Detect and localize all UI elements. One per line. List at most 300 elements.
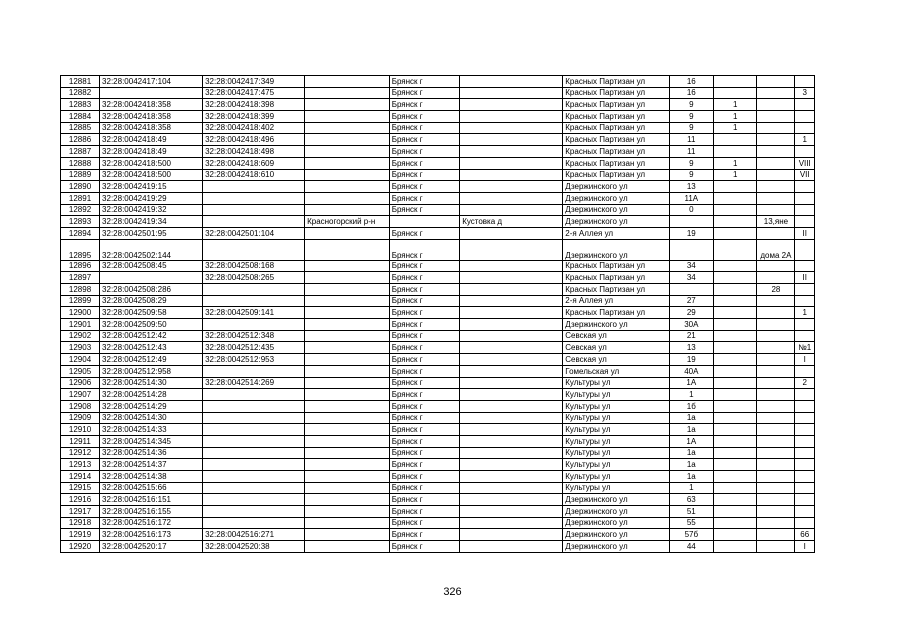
row-number-cell: 12886 — [61, 134, 100, 146]
locality-cell — [460, 377, 563, 389]
city-cell: Брянск г — [389, 227, 460, 239]
extra-cell — [757, 146, 795, 158]
street-cell: Красных Партизан ул — [563, 260, 669, 272]
row-number-cell: 12885 — [61, 122, 100, 134]
house-cell: 9 — [669, 99, 713, 111]
cadastral-number-cell: 32:28:0042418:49 — [100, 134, 203, 146]
street-cell: Севская ул — [563, 330, 669, 342]
related-cadastral-cell — [203, 435, 305, 447]
table-row — [61, 365, 815, 377]
locality-cell — [460, 342, 563, 354]
table-row — [61, 111, 815, 123]
cadastral-number-cell: 32:28:0042508:286 — [100, 284, 203, 296]
district-cell — [305, 365, 390, 377]
related-cadastral-cell: 32:28:0042418:498 — [203, 146, 305, 158]
extra-cell — [757, 99, 795, 111]
cadastral-number-cell: 32:28:0042418:358 — [100, 99, 203, 111]
city-cell: Брянск г — [389, 541, 460, 553]
table-row — [61, 87, 815, 99]
city-cell: Брянск г — [389, 295, 460, 307]
district-cell — [305, 227, 390, 239]
table-row — [61, 216, 815, 228]
page-number: 326 — [443, 586, 462, 598]
street-cell: Севская ул — [563, 342, 669, 354]
apartment-cell — [795, 506, 815, 518]
house-cell: 13 — [669, 181, 713, 193]
street-cell: Культуры ул — [563, 482, 669, 494]
city-cell: Брянск г — [389, 122, 460, 134]
apartment-cell — [795, 146, 815, 158]
extra-cell — [757, 435, 795, 447]
building-cell: 1 — [714, 122, 757, 134]
street-cell: Культуры ул — [563, 424, 669, 436]
table-row — [61, 122, 815, 134]
district-cell — [305, 204, 390, 216]
city-cell: Брянск г — [389, 342, 460, 354]
street-cell: Севская ул — [563, 354, 669, 366]
cadastral-number-cell: 32:28:0042512:42 — [100, 330, 203, 342]
city-cell: Брянск г — [389, 412, 460, 424]
table-row — [61, 134, 815, 146]
building-cell — [714, 459, 757, 471]
cadastral-number-cell: 32:28:0042419:34 — [100, 216, 203, 228]
building-cell — [714, 134, 757, 146]
building-cell — [714, 295, 757, 307]
locality-cell — [460, 181, 563, 193]
row-number-cell: 12893 — [61, 216, 100, 228]
street-cell: Дзержинского ул — [563, 541, 669, 553]
row-number-cell: 12900 — [61, 307, 100, 319]
extra-cell — [757, 181, 795, 193]
house-cell: 0 — [669, 204, 713, 216]
row-number-cell: 12891 — [61, 192, 100, 204]
extra-cell — [757, 459, 795, 471]
building-cell — [714, 330, 757, 342]
related-cadastral-cell: 32:28:0042514:269 — [203, 377, 305, 389]
district-cell — [305, 111, 390, 123]
related-cadastral-cell — [203, 365, 305, 377]
locality-cell — [460, 424, 563, 436]
building-cell — [714, 284, 757, 296]
cadastral-number-cell: 32:28:0042509:58 — [100, 307, 203, 319]
house-cell: 57б — [669, 529, 713, 541]
apartment-cell — [795, 122, 815, 134]
row-number-cell: 12888 — [61, 157, 100, 169]
city-cell: Брянск г — [389, 260, 460, 272]
city-cell: Брянск г — [389, 424, 460, 436]
related-cadastral-cell: 32:28:0042418:402 — [203, 122, 305, 134]
row-number-cell: 12896 — [61, 260, 100, 272]
related-cadastral-cell: 32:28:0042509:141 — [203, 307, 305, 319]
building-cell — [714, 227, 757, 239]
apartment-cell: 3 — [795, 87, 815, 99]
related-cadastral-cell — [203, 471, 305, 483]
cadastral-number-cell: 32:28:0042515:66 — [100, 482, 203, 494]
street-cell: Красных Партизан ул — [563, 76, 669, 88]
table-row — [61, 389, 815, 401]
extra-cell — [757, 169, 795, 181]
cadastral-number-cell: 32:28:0042514:30 — [100, 412, 203, 424]
table-row — [61, 529, 815, 541]
house-cell: 11 — [669, 134, 713, 146]
row-number-cell: 12904 — [61, 354, 100, 366]
street-cell: Дзержинского ул — [563, 506, 669, 518]
cadastral-number-cell: 32:28:0042514:36 — [100, 447, 203, 459]
extra-cell — [757, 482, 795, 494]
apartment-cell — [795, 400, 815, 412]
row-number-cell: 12906 — [61, 377, 100, 389]
extra-cell — [757, 400, 795, 412]
building-cell — [714, 424, 757, 436]
related-cadastral-cell: 32:28:0042516:271 — [203, 529, 305, 541]
table-row — [61, 471, 815, 483]
street-cell: Культуры ул — [563, 412, 669, 424]
locality-cell — [460, 459, 563, 471]
district-cell — [305, 435, 390, 447]
house-cell: 1а — [669, 412, 713, 424]
street-cell: Дзержинского ул — [563, 181, 669, 193]
house-cell: 9 — [669, 157, 713, 169]
related-cadastral-cell — [203, 400, 305, 412]
district-cell — [305, 122, 390, 134]
apartment-cell: 1 — [795, 134, 815, 146]
extra-cell — [757, 122, 795, 134]
cadastral-number-cell: 32:28:0042516:151 — [100, 494, 203, 506]
building-cell — [714, 529, 757, 541]
building-cell — [714, 260, 757, 272]
locality-cell: Кустовка д — [460, 216, 563, 228]
extra-cell: дома 2А — [757, 239, 795, 260]
district-cell — [305, 76, 390, 88]
table-row — [61, 227, 815, 239]
row-number-cell: 12902 — [61, 330, 100, 342]
house-cell: 1б — [669, 400, 713, 412]
table-row — [61, 517, 815, 529]
cadastral-number-cell: 32:28:0042514:29 — [100, 400, 203, 412]
apartment-cell: VIII — [795, 157, 815, 169]
street-cell: Дзержинского ул — [563, 216, 669, 228]
apartment-cell — [795, 330, 815, 342]
locality-cell — [460, 435, 563, 447]
locality-cell — [460, 400, 563, 412]
city-cell: Брянск г — [389, 319, 460, 331]
table-row — [61, 99, 815, 111]
apartment-cell — [795, 447, 815, 459]
locality-cell — [460, 260, 563, 272]
building-cell — [714, 319, 757, 331]
extra-cell — [757, 76, 795, 88]
district-cell — [305, 260, 390, 272]
apartment-cell: 66 — [795, 529, 815, 541]
row-number-cell: 12912 — [61, 447, 100, 459]
cadastral-number-cell: 32:28:0042516:172 — [100, 517, 203, 529]
building-cell — [714, 87, 757, 99]
district-cell — [305, 169, 390, 181]
building-cell — [714, 494, 757, 506]
apartment-cell: 1 — [795, 307, 815, 319]
city-cell: Брянск г — [389, 330, 460, 342]
city-cell: Брянск г — [389, 447, 460, 459]
building-cell — [714, 471, 757, 483]
extra-cell — [757, 87, 795, 99]
district-cell — [305, 389, 390, 401]
city-cell: Брянск г — [389, 400, 460, 412]
house-cell: 30А — [669, 319, 713, 331]
locality-cell — [460, 239, 563, 260]
cadastral-number-cell: 32:28:0042418:500 — [100, 157, 203, 169]
building-cell — [714, 517, 757, 529]
related-cadastral-cell — [203, 447, 305, 459]
city-cell: Брянск г — [389, 76, 460, 88]
house-cell: 51 — [669, 506, 713, 518]
table-row — [61, 412, 815, 424]
row-number-cell: 12890 — [61, 181, 100, 193]
street-cell: Культуры ул — [563, 377, 669, 389]
building-cell: 1 — [714, 157, 757, 169]
building-cell — [714, 146, 757, 158]
related-cadastral-cell: 32:28:0042418:399 — [203, 111, 305, 123]
district-cell — [305, 239, 390, 260]
row-number-cell: 12920 — [61, 541, 100, 553]
locality-cell — [460, 87, 563, 99]
city-cell: Брянск г — [389, 284, 460, 296]
apartment-cell — [795, 260, 815, 272]
house-cell: 9 — [669, 169, 713, 181]
building-cell — [714, 342, 757, 354]
district-cell — [305, 354, 390, 366]
cadastral-number-cell: 32:28:0042417:104 — [100, 76, 203, 88]
extra-cell — [757, 227, 795, 239]
table-row — [61, 447, 815, 459]
extra-cell — [757, 157, 795, 169]
cadastral-number-cell: 32:28:0042512:43 — [100, 342, 203, 354]
cadastral-number-cell: 32:28:0042514:33 — [100, 424, 203, 436]
street-cell: Культуры ул — [563, 459, 669, 471]
district-cell — [305, 494, 390, 506]
street-cell: Дзержинского ул — [563, 517, 669, 529]
district-cell — [305, 181, 390, 193]
house-cell: 1А — [669, 377, 713, 389]
extra-cell — [757, 447, 795, 459]
house-cell: 13 — [669, 342, 713, 354]
apartment-cell — [795, 365, 815, 377]
house-cell: 27 — [669, 295, 713, 307]
house-cell: 16 — [669, 76, 713, 88]
apartment-cell — [795, 216, 815, 228]
apartment-cell — [795, 494, 815, 506]
related-cadastral-cell — [203, 459, 305, 471]
house-cell: 1а — [669, 447, 713, 459]
house-cell: 34 — [669, 272, 713, 284]
extra-cell: 13,яне — [757, 216, 795, 228]
street-cell: Красных Партизан ул — [563, 272, 669, 284]
apartment-cell — [795, 517, 815, 529]
cadastral-number-cell — [100, 272, 203, 284]
cadastral-number-cell: 32:28:0042419:29 — [100, 192, 203, 204]
locality-cell — [460, 482, 563, 494]
city-cell: Брянск г — [389, 169, 460, 181]
related-cadastral-cell: 32:28:0042418:609 — [203, 157, 305, 169]
extra-cell — [757, 342, 795, 354]
cadastral-number-cell: 32:28:0042512:958 — [100, 365, 203, 377]
table-row — [61, 330, 815, 342]
city-cell: Брянск г — [389, 307, 460, 319]
building-cell — [714, 181, 757, 193]
row-number-cell: 12905 — [61, 365, 100, 377]
related-cadastral-cell — [203, 482, 305, 494]
locality-cell — [460, 157, 563, 169]
house-cell — [669, 216, 713, 228]
locality-cell — [460, 471, 563, 483]
table-row — [61, 319, 815, 331]
house-cell: 21 — [669, 330, 713, 342]
locality-cell — [460, 192, 563, 204]
extra-cell — [757, 377, 795, 389]
apartment-cell: №1 — [795, 342, 815, 354]
cadastral-number-cell: 32:28:0042514:28 — [100, 389, 203, 401]
locality-cell — [460, 494, 563, 506]
cadastral-number-cell: 32:28:0042418:358 — [100, 122, 203, 134]
street-cell: Красных Партизан ул — [563, 99, 669, 111]
apartment-cell — [795, 284, 815, 296]
related-cadastral-cell — [203, 216, 305, 228]
house-cell — [669, 239, 713, 260]
extra-cell — [757, 204, 795, 216]
row-number-cell: 12913 — [61, 459, 100, 471]
apartment-cell — [795, 412, 815, 424]
row-number-cell: 12909 — [61, 412, 100, 424]
building-cell — [714, 239, 757, 260]
district-cell — [305, 146, 390, 158]
street-cell: Культуры ул — [563, 389, 669, 401]
building-cell — [714, 482, 757, 494]
apartment-cell: 2 — [795, 377, 815, 389]
cadastral-number-cell: 32:28:0042514:345 — [100, 435, 203, 447]
locality-cell — [460, 529, 563, 541]
street-cell: Культуры ул — [563, 435, 669, 447]
street-cell: Красных Партизан ул — [563, 111, 669, 123]
table-row — [61, 157, 815, 169]
house-cell: 9 — [669, 111, 713, 123]
apartment-cell — [795, 239, 815, 260]
table-row — [61, 506, 815, 518]
apartment-cell — [795, 435, 815, 447]
cadastral-number-cell: 32:28:0042516:173 — [100, 529, 203, 541]
cadastral-number-cell: 32:28:0042514:30 — [100, 377, 203, 389]
building-cell: 1 — [714, 169, 757, 181]
street-cell: Дзержинского ул — [563, 529, 669, 541]
city-cell: Брянск г — [389, 435, 460, 447]
apartment-cell — [795, 99, 815, 111]
row-number-cell: 12892 — [61, 204, 100, 216]
city-cell: Брянск г — [389, 365, 460, 377]
extra-cell — [757, 192, 795, 204]
city-cell: Брянск г — [389, 482, 460, 494]
table-row — [61, 307, 815, 319]
locality-cell — [460, 284, 563, 296]
row-number-cell: 12882 — [61, 87, 100, 99]
street-cell: Дзержинского ул — [563, 204, 669, 216]
extra-cell — [757, 354, 795, 366]
extra-cell — [757, 412, 795, 424]
locality-cell — [460, 204, 563, 216]
locality-cell — [460, 111, 563, 123]
house-cell: 34 — [669, 260, 713, 272]
house-cell: 19 — [669, 354, 713, 366]
city-cell: Брянск г — [389, 506, 460, 518]
street-cell: 2-я Аллея ул — [563, 295, 669, 307]
district-cell — [305, 319, 390, 331]
related-cadastral-cell: 32:28:0042418:398 — [203, 99, 305, 111]
cadastral-number-cell: 32:28:0042502:144 — [100, 239, 203, 260]
extra-cell — [757, 272, 795, 284]
locality-cell — [460, 272, 563, 284]
row-number-cell: 12919 — [61, 529, 100, 541]
district-cell — [305, 482, 390, 494]
extra-cell — [757, 389, 795, 401]
house-cell: 55 — [669, 517, 713, 529]
apartment-cell — [795, 471, 815, 483]
apartment-cell: VII — [795, 169, 815, 181]
house-cell: 1 — [669, 482, 713, 494]
row-number-cell: 12914 — [61, 471, 100, 483]
apartment-cell — [795, 295, 815, 307]
district-cell — [305, 295, 390, 307]
apartment-cell: II — [795, 227, 815, 239]
house-cell: 1А — [669, 435, 713, 447]
related-cadastral-cell — [203, 295, 305, 307]
house-cell: 9 — [669, 122, 713, 134]
building-cell — [714, 435, 757, 447]
district-cell — [305, 400, 390, 412]
district-cell — [305, 342, 390, 354]
extra-cell — [757, 494, 795, 506]
locality-cell — [460, 389, 563, 401]
building-cell: 1 — [714, 99, 757, 111]
extra-cell — [757, 517, 795, 529]
related-cadastral-cell — [203, 424, 305, 436]
extra-cell: 28 — [757, 284, 795, 296]
building-cell — [714, 216, 757, 228]
street-cell: Красных Партизан ул — [563, 134, 669, 146]
table-row — [61, 342, 815, 354]
street-cell: Красных Партизан ул — [563, 169, 669, 181]
house-cell: 63 — [669, 494, 713, 506]
extra-cell — [757, 424, 795, 436]
street-cell: Культуры ул — [563, 400, 669, 412]
locality-cell — [460, 227, 563, 239]
related-cadastral-cell: 32:28:0042418:610 — [203, 169, 305, 181]
extra-cell — [757, 365, 795, 377]
district-cell — [305, 330, 390, 342]
city-cell: Брянск г — [389, 87, 460, 99]
street-cell: Красных Партизан ул — [563, 284, 669, 296]
district-cell — [305, 87, 390, 99]
cadastral-number-cell: 32:28:0042418:358 — [100, 111, 203, 123]
street-cell: Красных Партизан ул — [563, 157, 669, 169]
related-cadastral-cell — [203, 239, 305, 260]
street-cell: 2-я Аллея ул — [563, 227, 669, 239]
street-cell: Красных Партизан ул — [563, 122, 669, 134]
table-row — [61, 260, 815, 272]
building-cell — [714, 365, 757, 377]
extra-cell — [757, 471, 795, 483]
street-cell: Гомельская ул — [563, 365, 669, 377]
table-row — [61, 295, 815, 307]
house-cell: 11 — [669, 146, 713, 158]
apartment-cell — [795, 204, 815, 216]
row-number-cell: 12881 — [61, 76, 100, 88]
